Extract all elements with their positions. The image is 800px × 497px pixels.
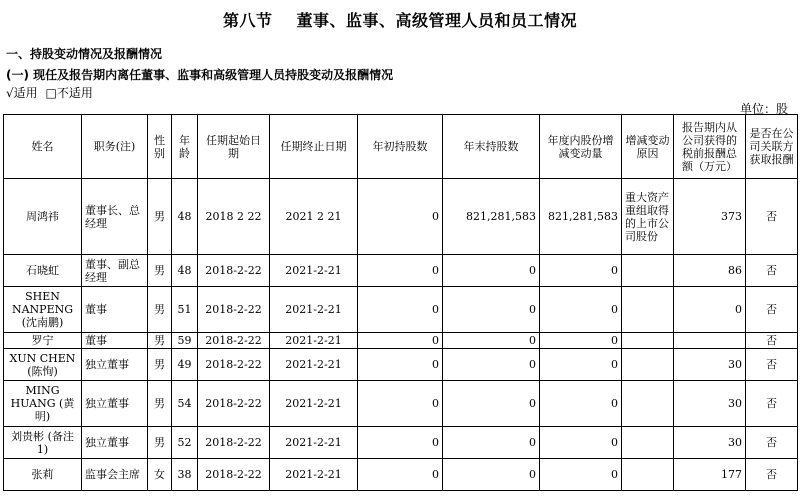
cell-related-pay: 否 [746, 381, 798, 427]
cell-change-reason [622, 349, 674, 381]
cell-related-pay: 否 [746, 459, 798, 491]
header-share-change: 年度内股份增减变动量 [540, 115, 622, 179]
cell-age: 51 [172, 287, 198, 333]
cell-name: MING HUANG (黄明) [4, 381, 82, 427]
cell-term-end: 2021-2-21 [270, 427, 358, 459]
cell-term-end: 2021-2-21 [270, 255, 358, 287]
table-row [4, 349, 798, 381]
cell-name: 刘贵彬 (备注 1) [4, 427, 82, 459]
cell-related-pay: 否 [746, 427, 798, 459]
cell-age: 54 [172, 381, 198, 427]
cell-change-reason [622, 255, 674, 287]
header-begin-shares: 年初持股数 [358, 115, 443, 179]
cell-name: 张莉 [4, 459, 82, 491]
cell-gender: 男 [148, 427, 172, 459]
table-row [4, 287, 798, 333]
cell-gender: 女 [148, 459, 172, 491]
header-related-pay: 是否在公司关联方获取报酬 [746, 115, 798, 179]
table-row [4, 381, 798, 427]
cell-begin-shares: 0 [358, 427, 443, 459]
cell-pretax-pay: 86 [674, 255, 746, 287]
cell-begin-shares: 0 [358, 255, 443, 287]
cell-name: 罗宁 [4, 333, 82, 349]
cell-term-end: 2021-2-21 [270, 459, 358, 491]
cell-age: 52 [172, 427, 198, 459]
cell-share-change: 0 [540, 427, 622, 459]
cell-change-reason [622, 287, 674, 333]
cell-pretax-pay: 0 [674, 287, 746, 333]
cell-age: 59 [172, 333, 198, 349]
cell-term-start: 2018-2-22 [198, 459, 270, 491]
cell-gender: 男 [148, 349, 172, 381]
table-header-row [4, 115, 798, 179]
cell-change-reason [622, 381, 674, 427]
cell-change-reason [622, 333, 674, 349]
cell-gender: 男 [148, 179, 172, 255]
cell-related-pay: 否 [746, 349, 798, 381]
cell-term-start: 2018-2-22 [198, 255, 270, 287]
cell-position: 董事 [82, 287, 148, 333]
cell-change-reason: 重大资产重组取得的上市公司股份 [622, 179, 674, 255]
applicability-options [6, 84, 97, 101]
cell-begin-shares: 0 [358, 333, 443, 349]
section-heading-2: (一) 现任及报告期内离任董事、监事和高级管理人员持股变动及报酬情况 [6, 68, 394, 82]
cell-begin-shares: 0 [358, 287, 443, 333]
cell-age: 38 [172, 459, 198, 491]
cell-name: XUN CHEN (陈恂) [4, 349, 82, 381]
cell-term-end: 2021-2-21 [270, 287, 358, 333]
cell-position: 独立董事 [82, 381, 148, 427]
cell-gender: 男 [148, 255, 172, 287]
not-applicable-checkbox[interactable]: □不适用 [45, 86, 93, 100]
cell-end-shares: 0 [443, 427, 540, 459]
cell-gender: 男 [148, 287, 172, 333]
cell-related-pay: 否 [746, 333, 798, 349]
cell-term-end: 2021 2 21 [270, 179, 358, 255]
cell-begin-shares: 0 [358, 179, 443, 255]
cell-position: 独立董事 [82, 349, 148, 381]
cell-pretax-pay: 30 [674, 427, 746, 459]
cell-position: 董事长、总经理 [82, 179, 148, 255]
cell-related-pay: 否 [746, 255, 798, 287]
cell-pretax-pay [674, 333, 746, 349]
cell-share-change: 0 [540, 333, 622, 349]
cell-pretax-pay: 30 [674, 381, 746, 427]
table-row [4, 427, 798, 459]
header-pretax-pay: 报告期内从公司获得的税前报酬总额（万元） [674, 115, 746, 179]
cell-share-change: 0 [540, 287, 622, 333]
cell-term-start: 2018-2-22 [198, 287, 270, 333]
cell-pretax-pay: 30 [674, 349, 746, 381]
cell-name: SHEN NANPENG (沈南鹏) [4, 287, 82, 333]
cell-age: 49 [172, 349, 198, 381]
header-end-shares: 年末持股数 [443, 115, 540, 179]
cell-term-end: 2021-2-21 [270, 349, 358, 381]
cell-end-shares: 0 [443, 349, 540, 381]
cell-term-start: 2018-2-22 [198, 349, 270, 381]
cell-name: 周鸿祎 [4, 179, 82, 255]
cell-related-pay: 否 [746, 179, 798, 255]
cell-end-shares: 0 [443, 255, 540, 287]
cell-share-change: 0 [540, 459, 622, 491]
cell-related-pay: 否 [746, 287, 798, 333]
cell-begin-shares: 0 [358, 349, 443, 381]
cell-position: 独立董事 [82, 427, 148, 459]
header-term-end: 任期终止日期 [270, 115, 358, 179]
cell-end-shares: 0 [443, 381, 540, 427]
cell-age: 48 [172, 255, 198, 287]
cell-end-shares: 821,281,583 [443, 179, 540, 255]
cell-name: 石晓虹 [4, 255, 82, 287]
cell-term-start: 2018 2 22 [198, 179, 270, 255]
page-title [0, 8, 800, 31]
cell-share-change: 821,281,583 [540, 179, 622, 255]
section-number: 第八节 [222, 11, 273, 30]
cell-change-reason [622, 459, 674, 491]
cell-end-shares: 0 [443, 333, 540, 349]
unit-label: 单位：股 [739, 102, 788, 116]
table-row [4, 179, 798, 255]
cell-share-change: 0 [540, 381, 622, 427]
shareholding-table [3, 114, 798, 491]
header-change-reason: 增减变动原因 [622, 115, 674, 179]
header-age: 年龄 [172, 115, 198, 179]
cell-begin-shares: 0 [358, 459, 443, 491]
cell-term-end: 2021-2-21 [270, 333, 358, 349]
cell-term-start: 2018-2-22 [198, 333, 270, 349]
header-gender: 性别 [148, 115, 172, 179]
cell-position: 董事 [82, 333, 148, 349]
cell-gender: 男 [148, 333, 172, 349]
cell-begin-shares: 0 [358, 381, 443, 427]
cell-pretax-pay: 177 [674, 459, 746, 491]
table-row [4, 459, 798, 491]
cell-term-start: 2018-2-22 [198, 427, 270, 459]
cell-pretax-pay: 373 [674, 179, 746, 255]
cell-position: 董事、副总经理 [82, 255, 148, 287]
cell-end-shares: 0 [443, 459, 540, 491]
cell-change-reason [622, 427, 674, 459]
cell-age: 48 [172, 179, 198, 255]
cell-end-shares: 0 [443, 287, 540, 333]
cell-term-end: 2021-2-21 [270, 381, 358, 427]
section-title: 董事、监事、高级管理人员和员工情况 [296, 11, 578, 30]
cell-term-start: 2018-2-22 [198, 381, 270, 427]
table-row [4, 255, 798, 287]
header-name: 姓名 [4, 115, 82, 179]
section-heading-1: 一、持股变动情况及报酬情况 [6, 47, 163, 61]
cell-share-change: 0 [540, 255, 622, 287]
header-term-start: 任期起始日期 [198, 115, 270, 179]
cell-share-change: 0 [540, 349, 622, 381]
applicable-checkbox[interactable]: √适用 [6, 86, 38, 100]
header-position: 职务(注) [82, 115, 148, 179]
cell-position: 监事会主席 [82, 459, 148, 491]
table-row [4, 333, 798, 349]
cell-gender: 男 [148, 381, 172, 427]
